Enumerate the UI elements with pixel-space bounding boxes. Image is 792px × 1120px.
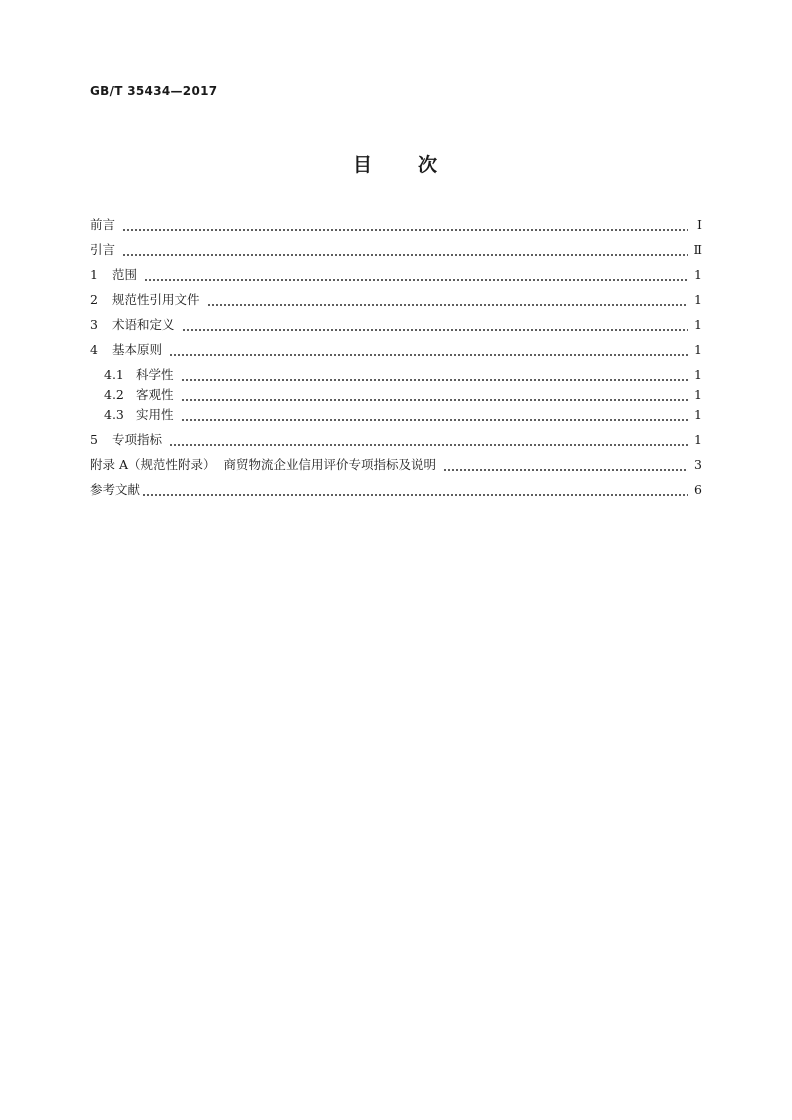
toc-entry-page: 3 xyxy=(694,457,702,472)
standard-code: GB/T 35434—2017 xyxy=(90,84,218,98)
toc-entry-bibliography[interactable] xyxy=(90,480,702,500)
leader-dots xyxy=(181,385,688,405)
toc-entry-label: 规范性引用文件 xyxy=(112,292,200,307)
toc-entry-label: 科学性 xyxy=(136,367,174,382)
toc-entry-label: 引言 xyxy=(90,242,116,257)
toc-entry-number: 4.3 xyxy=(104,407,124,422)
toc-entry-foreword[interactable] xyxy=(90,215,702,235)
toc-entry-page: 1 xyxy=(694,342,702,357)
toc-entry-label: 专项指标 xyxy=(112,432,163,447)
toc-entry-page: 1 xyxy=(694,432,702,447)
toc-entry-3[interactable] xyxy=(90,315,702,335)
toc-title-part1: 目 xyxy=(352,154,374,176)
toc-entry-4-2[interactable] xyxy=(104,385,702,405)
toc-entry-number: 4.2 xyxy=(104,387,124,402)
toc-entry-2[interactable] xyxy=(90,290,702,310)
toc-entry-number: 1 xyxy=(90,267,98,282)
leader-dots xyxy=(122,240,687,260)
toc-entry-label: 术语和定义 xyxy=(112,317,175,332)
toc-entry-label: 参考文献 xyxy=(90,482,141,497)
leader-dots xyxy=(122,215,688,235)
toc-entry-1[interactable] xyxy=(90,265,702,285)
toc-entry-number: 3 xyxy=(90,317,98,332)
toc-entry-number: 2 xyxy=(90,292,98,307)
toc-entry-page: 6 xyxy=(694,482,702,497)
toc-entry-5[interactable] xyxy=(90,430,702,450)
toc-entry-label: 客观性 xyxy=(136,387,174,402)
leader-dots xyxy=(182,315,688,335)
toc-entry-label: 基本原则 xyxy=(112,342,163,357)
toc-entry-introduction[interactable] xyxy=(90,240,702,260)
toc-entry-page: 1 xyxy=(694,292,702,307)
toc-entry-4[interactable] xyxy=(90,340,702,360)
toc-entry-label: 范围 xyxy=(112,267,138,282)
leader-dots xyxy=(443,455,688,475)
toc-entry-appendix-a[interactable] xyxy=(90,455,702,475)
leader-dots xyxy=(181,405,688,425)
toc-entry-page: Ⅱ xyxy=(693,242,702,257)
toc-entry-label: 前言 xyxy=(90,217,116,232)
toc-entry-label: 实用性 xyxy=(136,407,174,422)
leader-dots xyxy=(207,290,688,310)
toc-title xyxy=(0,150,792,177)
toc-entry-4-3[interactable] xyxy=(104,405,702,425)
toc-entry-label: 附录 A（规范性附录） 商贸物流企业信用评价专项指标及说明 xyxy=(90,457,436,472)
toc-entry-number: 4 xyxy=(90,342,98,357)
toc-entry-page: Ⅰ xyxy=(697,217,702,232)
leader-dots xyxy=(144,265,688,285)
toc-entry-page: 1 xyxy=(694,367,702,382)
toc-entry-4-1[interactable] xyxy=(104,365,702,385)
toc-entry-page: 1 xyxy=(694,267,702,282)
leader-dots xyxy=(169,430,688,450)
leader-dots xyxy=(142,480,688,500)
leader-dots xyxy=(181,365,688,385)
toc-entry-page: 1 xyxy=(694,387,702,402)
toc-entry-number: 5 xyxy=(90,432,98,447)
leader-dots xyxy=(169,340,688,360)
toc-entry-page: 1 xyxy=(694,317,702,332)
toc-title-part2: 次 xyxy=(418,154,440,176)
toc-entry-number: 4.1 xyxy=(104,367,124,382)
toc-entry-page: 1 xyxy=(694,407,702,422)
